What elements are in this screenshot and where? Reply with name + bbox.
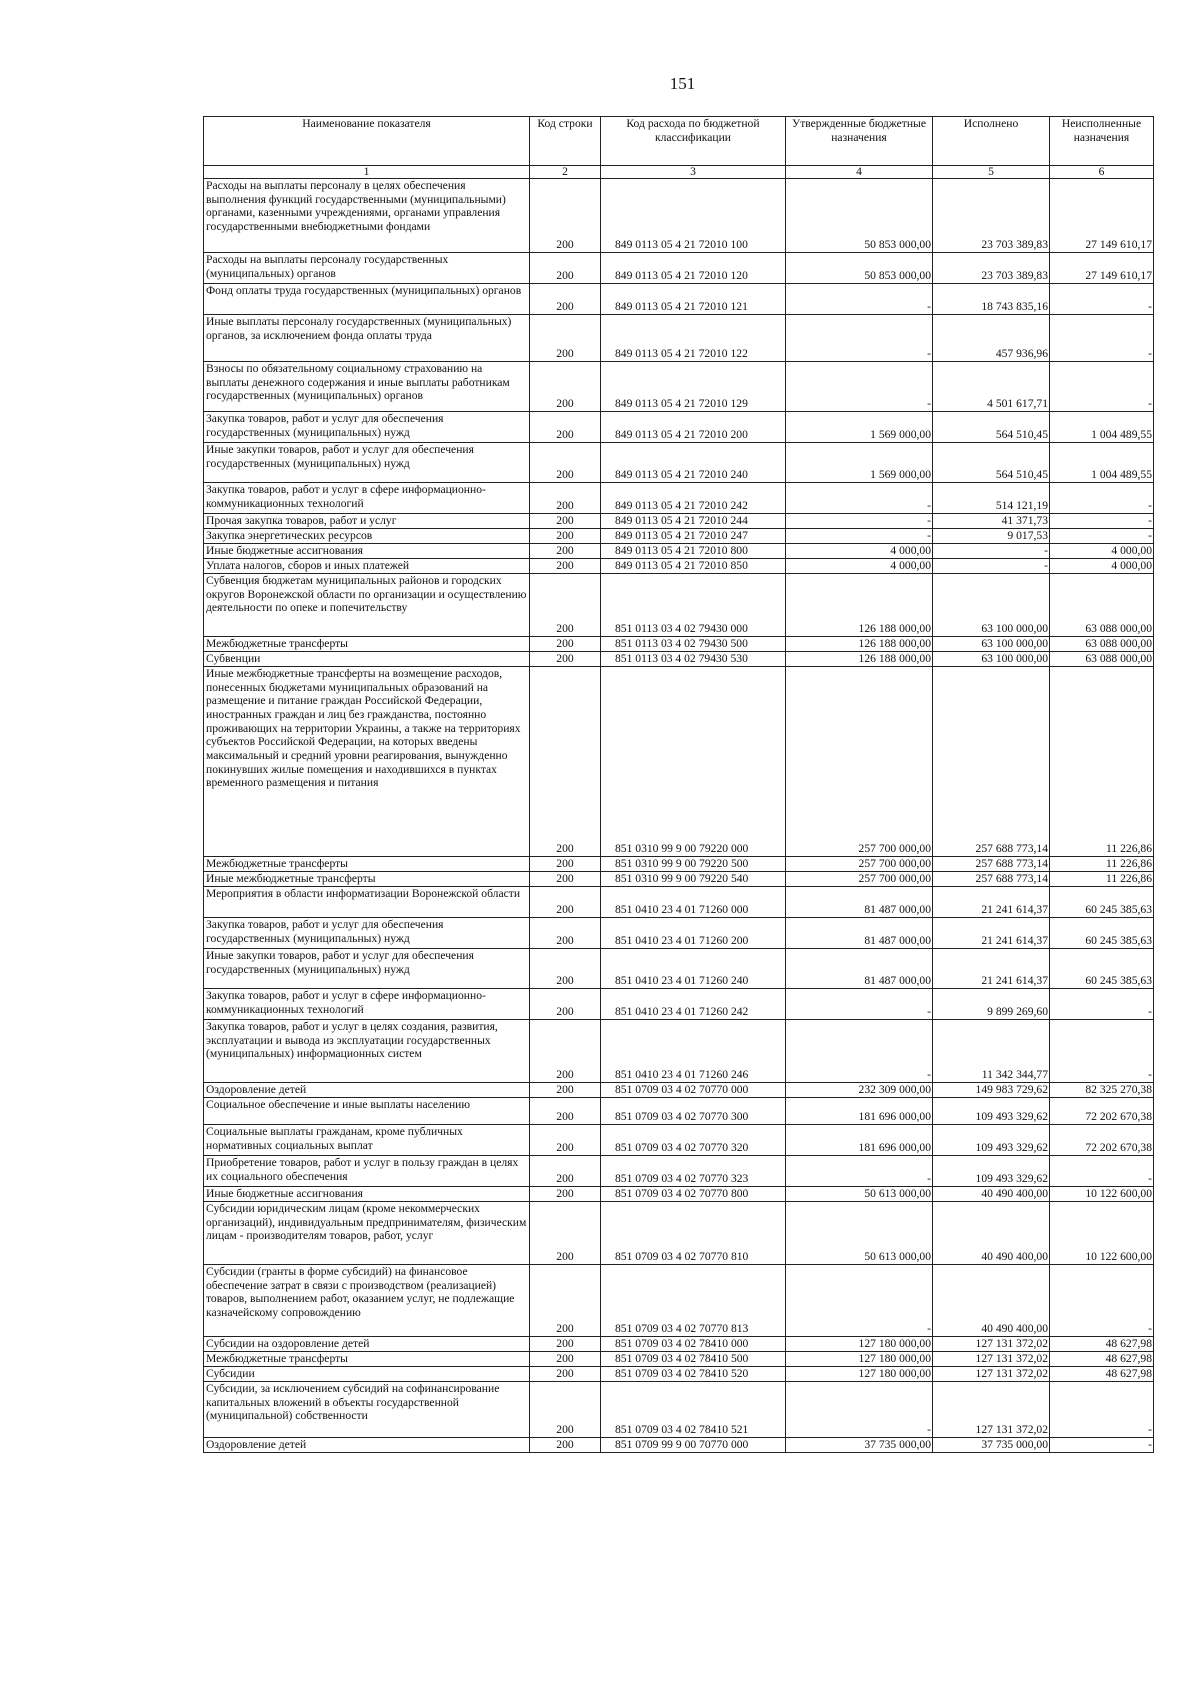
table-row xyxy=(204,1202,1154,1265)
row-executed: 109 493 329,62 xyxy=(933,1156,1050,1187)
table-row xyxy=(204,1382,1154,1438)
row-unexecuted: - xyxy=(1050,1382,1154,1438)
row-line-code: 200 xyxy=(530,483,601,514)
row-executed: 21 241 614,37 xyxy=(933,887,1050,918)
row-expense-code: 851 0709 03 4 02 70770 000 xyxy=(601,1083,786,1098)
table-row xyxy=(204,1367,1154,1382)
row-expense-code: 849 0113 05 4 21 72010 129 xyxy=(601,362,786,412)
row-unexecuted: 63 088 000,00 xyxy=(1050,652,1154,667)
row-approved: 1 569 000,00 xyxy=(786,412,933,443)
row-approved: 127 180 000,00 xyxy=(786,1337,933,1352)
row-expense-code: 851 0410 23 4 01 71260 200 xyxy=(601,918,786,949)
row-line-code: 200 xyxy=(530,514,601,529)
row-approved: - xyxy=(786,315,933,362)
row-executed: 127 131 372,02 xyxy=(933,1382,1050,1438)
row-expense-code: 851 0709 03 4 02 78410 000 xyxy=(601,1337,786,1352)
table-row xyxy=(204,529,1154,544)
row-expense-code: 851 0410 23 4 01 71260 000 xyxy=(601,887,786,918)
row-line-code: 200 xyxy=(530,529,601,544)
row-name: Закупка товаров, работ и услуг в сфере информационно-коммуникационных технологий xyxy=(204,483,530,514)
row-expense-code: 849 0113 05 4 21 72010 100 xyxy=(601,179,786,253)
row-expense-code: 851 0310 99 9 00 79220 000 xyxy=(601,667,786,857)
row-line-code: 200 xyxy=(530,1352,601,1367)
row-approved: 257 700 000,00 xyxy=(786,872,933,887)
row-executed: 63 100 000,00 xyxy=(933,637,1050,652)
row-unexecuted: 11 226,86 xyxy=(1050,872,1154,887)
row-unexecuted: - xyxy=(1050,284,1154,315)
row-expense-code: 851 0709 03 4 02 70770 810 xyxy=(601,1202,786,1265)
row-executed: 564 510,45 xyxy=(933,412,1050,443)
row-unexecuted: - xyxy=(1050,529,1154,544)
row-approved: - xyxy=(786,514,933,529)
row-expense-code: 849 0113 05 4 21 72010 121 xyxy=(601,284,786,315)
row-approved: 4 000,00 xyxy=(786,559,933,574)
row-line-code: 200 xyxy=(530,667,601,857)
row-line-code: 200 xyxy=(530,918,601,949)
table-row xyxy=(204,667,1154,857)
column-number: 6 xyxy=(1050,166,1154,179)
table-row xyxy=(204,1187,1154,1202)
row-unexecuted: - xyxy=(1050,483,1154,514)
row-name: Закупка товаров, работ и услуг для обеспечения государственных (муниципальных) нужд xyxy=(204,918,530,949)
row-approved: 126 188 000,00 xyxy=(786,637,933,652)
row-approved: 50 853 000,00 xyxy=(786,253,933,284)
table-row xyxy=(204,253,1154,284)
row-executed: 127 131 372,02 xyxy=(933,1337,1050,1352)
row-executed: 4 501 617,71 xyxy=(933,362,1050,412)
table-body xyxy=(204,179,1154,1453)
row-name: Субсидии xyxy=(204,1367,530,1382)
row-approved: - xyxy=(786,989,933,1020)
table-row xyxy=(204,574,1154,637)
row-unexecuted: - xyxy=(1050,362,1154,412)
row-unexecuted: - xyxy=(1050,1020,1154,1083)
row-unexecuted: - xyxy=(1050,1265,1154,1337)
row-executed: 11 342 344,77 xyxy=(933,1020,1050,1083)
row-unexecuted: 10 122 600,00 xyxy=(1050,1202,1154,1265)
row-expense-code: 851 0709 03 4 02 70770 320 xyxy=(601,1125,786,1156)
row-executed: 109 493 329,62 xyxy=(933,1125,1050,1156)
row-line-code: 200 xyxy=(530,284,601,315)
table-row xyxy=(204,872,1154,887)
row-approved: 50 613 000,00 xyxy=(786,1187,933,1202)
column-number: 4 xyxy=(786,166,933,179)
row-name: Уплата налогов, сборов и иных платежей xyxy=(204,559,530,574)
row-expense-code: 849 0113 05 4 21 72010 120 xyxy=(601,253,786,284)
row-name: Субсидии (гранты в форме субсидий) на финансовое обеспечение затрат в связи с производством (реализацией) товаров, выполнением работ, оказанием услуг, не подлежащие казначейскому сопровождению xyxy=(204,1265,530,1337)
table-row xyxy=(204,483,1154,514)
table-row xyxy=(204,1098,1154,1125)
row-approved: 81 487 000,00 xyxy=(786,949,933,989)
row-line-code: 200 xyxy=(530,1187,601,1202)
row-approved: 126 188 000,00 xyxy=(786,652,933,667)
row-name: Фонд оплаты труда государственных (муниципальных) органов xyxy=(204,284,530,315)
row-line-code: 200 xyxy=(530,544,601,559)
table-row xyxy=(204,544,1154,559)
row-name: Межбюджетные трансферты xyxy=(204,637,530,652)
row-approved: 232 309 000,00 xyxy=(786,1083,933,1098)
page-number: 151 xyxy=(669,74,696,93)
row-unexecuted: 60 245 385,63 xyxy=(1050,887,1154,918)
row-name: Расходы на выплаты персоналу государственных (муниципальных) органов xyxy=(204,253,530,284)
table-row xyxy=(204,559,1154,574)
table-row xyxy=(204,637,1154,652)
row-name: Оздоровление детей xyxy=(204,1083,530,1098)
row-name: Субсидии юридическим лицам (кроме некоммерческих организаций), индивидуальным предпринимателям, физическим лицам - производителям товаров, работ, услуг xyxy=(204,1202,530,1265)
row-approved: - xyxy=(786,529,933,544)
row-unexecuted: 82 325 270,38 xyxy=(1050,1083,1154,1098)
row-line-code: 200 xyxy=(530,574,601,637)
row-name: Мероприятия в области информатизации Воронежской области xyxy=(204,887,530,918)
row-name: Взносы по обязательному социальному страхованию на выплаты денежного содержания и иные выплаты работникам государственных (муниципальных) органов xyxy=(204,362,530,412)
table-row xyxy=(204,1020,1154,1083)
table-row xyxy=(204,1352,1154,1367)
row-expense-code: 849 0113 05 4 21 72010 122 xyxy=(601,315,786,362)
table-row xyxy=(204,443,1154,483)
table-row xyxy=(204,1083,1154,1098)
header-executed: Исполнено xyxy=(933,117,1050,166)
row-unexecuted: - xyxy=(1050,989,1154,1020)
row-approved: 181 696 000,00 xyxy=(786,1098,933,1125)
row-expense-code: 851 0410 23 4 01 71260 242 xyxy=(601,989,786,1020)
row-executed: 564 510,45 xyxy=(933,443,1050,483)
row-line-code: 200 xyxy=(530,1098,601,1125)
row-line-code: 200 xyxy=(530,1156,601,1187)
row-line-code: 200 xyxy=(530,652,601,667)
table-row xyxy=(204,989,1154,1020)
header-indicator-name: Наименование показателя xyxy=(204,117,530,166)
row-executed: 457 936,96 xyxy=(933,315,1050,362)
row-executed: 63 100 000,00 xyxy=(933,574,1050,637)
row-expense-code: 851 0709 99 9 00 70770 000 xyxy=(601,1438,786,1453)
header-unexecuted: Неисполненные назначения xyxy=(1050,117,1154,166)
table-row xyxy=(204,1125,1154,1156)
column-number-row xyxy=(204,166,1154,179)
column-number: 1 xyxy=(204,166,530,179)
row-name: Субвенция бюджетам муниципальных районов и городских округов Воронежской области по организации и осуществлению деятельности по опеке и попечительству xyxy=(204,574,530,637)
row-executed: 127 131 372,02 xyxy=(933,1352,1050,1367)
row-name: Иные межбюджетные трансферты xyxy=(204,872,530,887)
row-expense-code: 849 0113 05 4 21 72010 244 xyxy=(601,514,786,529)
row-name: Прочая закупка товаров, работ и услуг xyxy=(204,514,530,529)
row-line-code: 200 xyxy=(530,315,601,362)
row-approved: 50 853 000,00 xyxy=(786,179,933,253)
row-expense-code: 851 0113 03 4 02 79430 000 xyxy=(601,574,786,637)
row-approved: 257 700 000,00 xyxy=(786,857,933,872)
row-expense-code: 851 0709 03 4 02 78410 520 xyxy=(601,1367,786,1382)
row-name: Социальное обеспечение и иные выплаты населению xyxy=(204,1098,530,1125)
row-unexecuted: 27 149 610,17 xyxy=(1050,253,1154,284)
row-unexecuted: - xyxy=(1050,1438,1154,1453)
row-unexecuted: 1 004 489,55 xyxy=(1050,443,1154,483)
row-unexecuted: 48 627,98 xyxy=(1050,1337,1154,1352)
row-name: Межбюджетные трансферты xyxy=(204,857,530,872)
row-line-code: 200 xyxy=(530,1367,601,1382)
row-executed: 41 371,73 xyxy=(933,514,1050,529)
row-approved: - xyxy=(786,1382,933,1438)
header-approved: Утвержденные бюджетные назначения xyxy=(786,117,933,166)
row-line-code: 200 xyxy=(530,1202,601,1265)
row-approved: 4 000,00 xyxy=(786,544,933,559)
table-row xyxy=(204,362,1154,412)
row-unexecuted: 4 000,00 xyxy=(1050,544,1154,559)
row-approved: 127 180 000,00 xyxy=(786,1352,933,1367)
row-name: Субвенции xyxy=(204,652,530,667)
row-expense-code: 849 0113 05 4 21 72010 240 xyxy=(601,443,786,483)
row-unexecuted: 48 627,98 xyxy=(1050,1367,1154,1382)
row-unexecuted: 63 088 000,00 xyxy=(1050,637,1154,652)
row-unexecuted: 10 122 600,00 xyxy=(1050,1187,1154,1202)
row-name: Межбюджетные трансферты xyxy=(204,1352,530,1367)
row-approved: 50 613 000,00 xyxy=(786,1202,933,1265)
row-expense-code: 849 0113 05 4 21 72010 800 xyxy=(601,544,786,559)
row-expense-code: 849 0113 05 4 21 72010 247 xyxy=(601,529,786,544)
row-executed: 9 017,53 xyxy=(933,529,1050,544)
row-name: Социальные выплаты гражданам, кроме публичных нормативных социальных выплат xyxy=(204,1125,530,1156)
row-expense-code: 851 0709 03 4 02 78410 500 xyxy=(601,1352,786,1367)
row-unexecuted: 60 245 385,63 xyxy=(1050,949,1154,989)
row-executed: 40 490 400,00 xyxy=(933,1265,1050,1337)
table-row xyxy=(204,514,1154,529)
row-unexecuted: - xyxy=(1050,514,1154,529)
row-line-code: 200 xyxy=(530,857,601,872)
row-approved: - xyxy=(786,1020,933,1083)
row-executed: 514 121,19 xyxy=(933,483,1050,514)
row-executed: 63 100 000,00 xyxy=(933,652,1050,667)
row-executed: 21 241 614,37 xyxy=(933,918,1050,949)
row-executed: 127 131 372,02 xyxy=(933,1367,1050,1382)
row-line-code: 200 xyxy=(530,412,601,443)
row-executed: 257 688 773,14 xyxy=(933,667,1050,857)
table-row xyxy=(204,652,1154,667)
row-name: Иные бюджетные ассигнования xyxy=(204,1187,530,1202)
row-name: Закупка товаров, работ и услуг в сфере информационно-коммуникационных технологий xyxy=(204,989,530,1020)
row-unexecuted: - xyxy=(1050,315,1154,362)
row-executed: - xyxy=(933,544,1050,559)
row-approved: 81 487 000,00 xyxy=(786,887,933,918)
row-executed: 23 703 389,83 xyxy=(933,253,1050,284)
row-executed: 257 688 773,14 xyxy=(933,857,1050,872)
row-line-code: 200 xyxy=(530,362,601,412)
column-number: 2 xyxy=(530,166,601,179)
row-name: Иные выплаты персоналу государственных (муниципальных) органов, за исключением фонда оплаты труда xyxy=(204,315,530,362)
row-executed: 109 493 329,62 xyxy=(933,1098,1050,1125)
row-approved: - xyxy=(786,362,933,412)
row-unexecuted: 11 226,86 xyxy=(1050,667,1154,857)
row-approved: 181 696 000,00 xyxy=(786,1125,933,1156)
row-expense-code: 851 0310 99 9 00 79220 500 xyxy=(601,857,786,872)
row-approved: 257 700 000,00 xyxy=(786,667,933,857)
row-name: Расходы на выплаты персоналу в целях обеспечения выполнения функций государственными (муниципальными) органами, казенными учреждениями, органами управления государственными внебюджетными фондами xyxy=(204,179,530,253)
row-line-code: 200 xyxy=(530,559,601,574)
row-approved: - xyxy=(786,1265,933,1337)
table-row xyxy=(204,1156,1154,1187)
row-unexecuted: 27 149 610,17 xyxy=(1050,179,1154,253)
column-number: 5 xyxy=(933,166,1050,179)
row-line-code: 200 xyxy=(530,1382,601,1438)
row-name: Субсидии, за исключением субсидий на софинансирование капитальных вложений в объекты государственной (муниципальной) собственности xyxy=(204,1382,530,1438)
row-expense-code: 851 0310 99 9 00 79220 540 xyxy=(601,872,786,887)
row-expense-code: 851 0709 03 4 02 78410 521 xyxy=(601,1382,786,1438)
row-unexecuted: 4 000,00 xyxy=(1050,559,1154,574)
row-executed: 257 688 773,14 xyxy=(933,872,1050,887)
row-approved: 1 569 000,00 xyxy=(786,443,933,483)
table-row xyxy=(204,918,1154,949)
table-row xyxy=(204,887,1154,918)
row-expense-code: 849 0113 05 4 21 72010 850 xyxy=(601,559,786,574)
row-executed: 40 490 400,00 xyxy=(933,1202,1050,1265)
header-line-code: Код строки xyxy=(530,117,601,166)
row-approved: 37 735 000,00 xyxy=(786,1438,933,1453)
table-row xyxy=(204,179,1154,253)
row-expense-code: 849 0113 05 4 21 72010 242 xyxy=(601,483,786,514)
row-unexecuted: 72 202 670,38 xyxy=(1050,1125,1154,1156)
table-row xyxy=(204,315,1154,362)
row-unexecuted: 11 226,86 xyxy=(1050,857,1154,872)
row-line-code: 200 xyxy=(530,949,601,989)
row-approved: - xyxy=(786,1156,933,1187)
row-executed: 37 735 000,00 xyxy=(933,1438,1050,1453)
row-executed: 18 743 835,16 xyxy=(933,284,1050,315)
row-expense-code: 851 0709 03 4 02 70770 300 xyxy=(601,1098,786,1125)
table-row xyxy=(204,284,1154,315)
row-unexecuted: 72 202 670,38 xyxy=(1050,1098,1154,1125)
table-row xyxy=(204,1265,1154,1337)
row-executed: 23 703 389,83 xyxy=(933,179,1050,253)
table-row xyxy=(204,857,1154,872)
row-line-code: 200 xyxy=(530,1265,601,1337)
row-unexecuted: - xyxy=(1050,1156,1154,1187)
row-executed: 9 899 269,60 xyxy=(933,989,1050,1020)
row-unexecuted: 1 004 489,55 xyxy=(1050,412,1154,443)
row-expense-code: 851 0113 03 4 02 79430 500 xyxy=(601,637,786,652)
row-line-code: 200 xyxy=(530,872,601,887)
row-expense-code: 851 0709 03 4 02 70770 323 xyxy=(601,1156,786,1187)
row-line-code: 200 xyxy=(530,1020,601,1083)
row-name: Закупка товаров, работ и услуг для обеспечения государственных (муниципальных) нужд xyxy=(204,412,530,443)
table-row xyxy=(204,949,1154,989)
row-executed: - xyxy=(933,559,1050,574)
row-name: Оздоровление детей xyxy=(204,1438,530,1453)
row-name: Приобретение товаров, работ и услуг в пользу граждан в целях их социального обеспечения xyxy=(204,1156,530,1187)
budget-execution-table xyxy=(203,116,1154,1453)
row-expense-code: 851 0410 23 4 01 71260 246 xyxy=(601,1020,786,1083)
row-line-code: 200 xyxy=(530,1438,601,1453)
row-name: Иные закупки товаров, работ и услуг для обеспечения государственных (муниципальных) нужд xyxy=(204,443,530,483)
row-unexecuted: 48 627,98 xyxy=(1050,1352,1154,1367)
row-approved: - xyxy=(786,483,933,514)
header-row xyxy=(204,117,1154,166)
row-line-code: 200 xyxy=(530,1083,601,1098)
row-name: Закупка товаров, работ и услуг в целях создания, развития, эксплуатации и вывода из эксплуатации государственных (муниципальных) информационных систем xyxy=(204,1020,530,1083)
row-expense-code: 851 0410 23 4 01 71260 240 xyxy=(601,949,786,989)
row-approved: 126 188 000,00 xyxy=(786,574,933,637)
table-row xyxy=(204,1438,1154,1453)
row-line-code: 200 xyxy=(530,989,601,1020)
row-name: Иные бюджетные ассигнования xyxy=(204,544,530,559)
row-name: Иные межбюджетные трансферты на возмещение расходов, понесенных бюджетами муниципальных образований на размещение и питание граждан Российской Федерации, иностранных граждан и лиц без гражданства, постоянно проживающих на территории Украины, а также на территориях субъектов Российской Федерации, на которых введены максимальный и средний уровни реагирования, вынужденно покинувших жилые помещения и находившихся в пунктах временного размещения и питания xyxy=(204,667,530,857)
row-executed: 21 241 614,37 xyxy=(933,949,1050,989)
row-line-code: 200 xyxy=(530,637,601,652)
row-approved: 81 487 000,00 xyxy=(786,918,933,949)
row-approved: 127 180 000,00 xyxy=(786,1367,933,1382)
row-name: Иные закупки товаров, работ и услуг для обеспечения государственных (муниципальных) нужд xyxy=(204,949,530,989)
row-executed: 149 983 729,62 xyxy=(933,1083,1050,1098)
row-line-code: 200 xyxy=(530,253,601,284)
row-line-code: 200 xyxy=(530,1337,601,1352)
table-row xyxy=(204,1337,1154,1352)
row-line-code: 200 xyxy=(530,1125,601,1156)
row-expense-code: 851 0113 03 4 02 79430 530 xyxy=(601,652,786,667)
row-expense-code: 851 0709 03 4 02 70770 813 xyxy=(601,1265,786,1337)
row-line-code: 200 xyxy=(530,887,601,918)
row-expense-code: 849 0113 05 4 21 72010 200 xyxy=(601,412,786,443)
row-unexecuted: 60 245 385,63 xyxy=(1050,918,1154,949)
row-name: Субсидии на оздоровление детей xyxy=(204,1337,530,1352)
row-unexecuted: 63 088 000,00 xyxy=(1050,574,1154,637)
row-line-code: 200 xyxy=(530,179,601,253)
column-number: 3 xyxy=(601,166,786,179)
row-executed: 40 490 400,00 xyxy=(933,1187,1050,1202)
header-expense-code: Код расхода по бюджетной классификации xyxy=(601,117,786,166)
row-expense-code: 851 0709 03 4 02 70770 800 xyxy=(601,1187,786,1202)
row-approved: - xyxy=(786,284,933,315)
row-name: Закупка энергетических ресурсов xyxy=(204,529,530,544)
row-line-code: 200 xyxy=(530,443,601,483)
table-row xyxy=(204,412,1154,443)
